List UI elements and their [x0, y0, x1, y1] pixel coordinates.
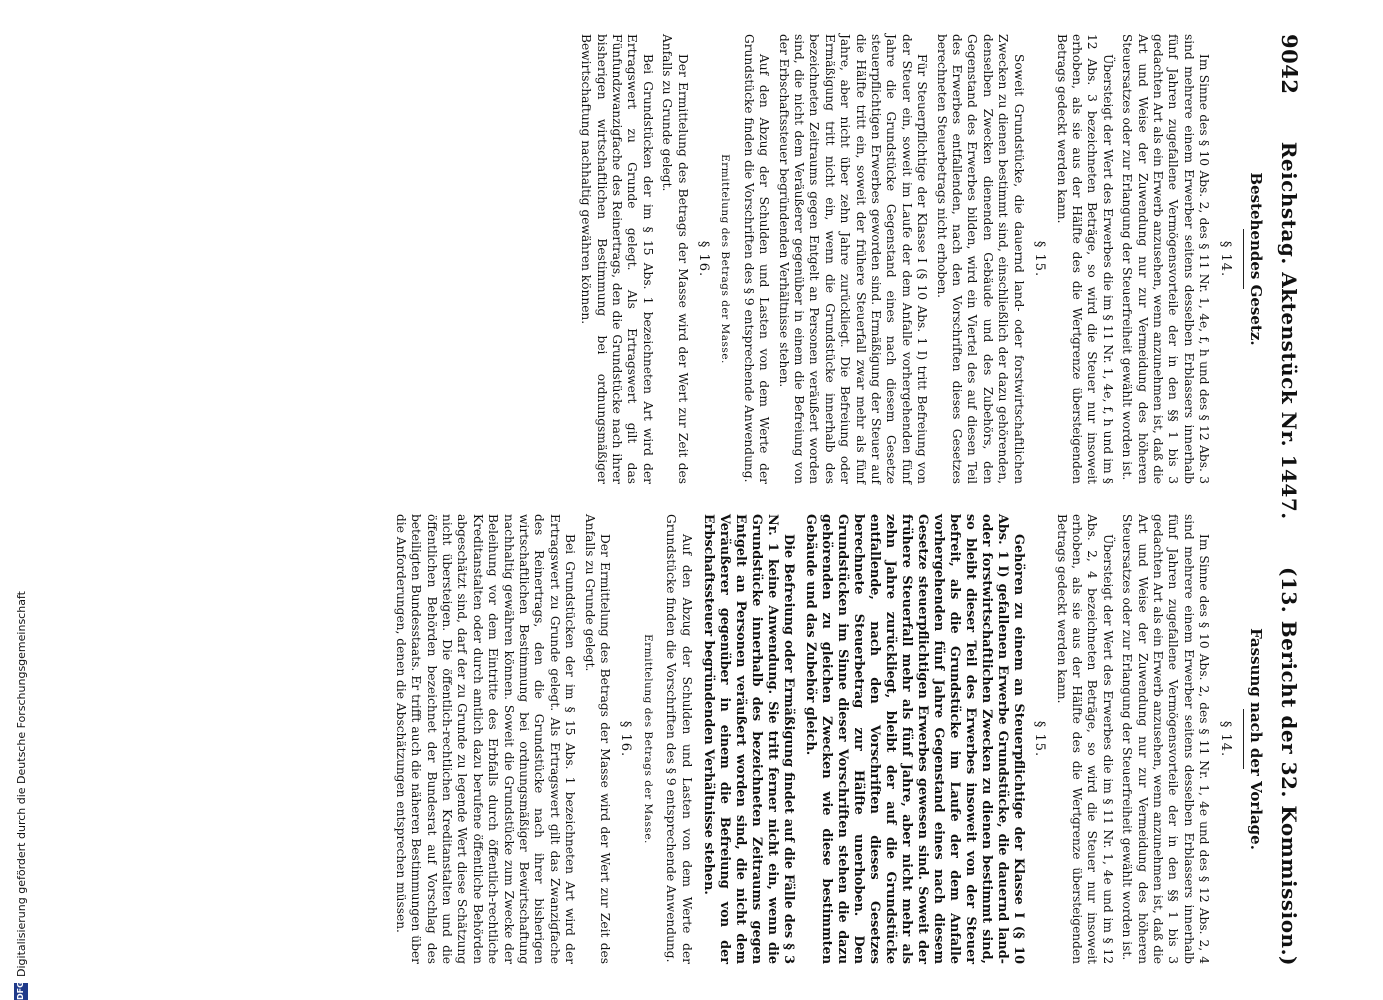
dfg-logo-icon: DFG [14, 983, 28, 1000]
heading-rule [1243, 229, 1244, 289]
left-column [388, 34, 1263, 484]
section-14-paragraph-1: Im Sinne des § 10 Abs. 2, des § 11 Nr. 1, 4e, f, h und des § 12 Abs. 3 sind mehrere einem Erwerber seitens desselben Erblassers innerhalb fünf Jahren zugefallene Vermögensvorteile der in den §§ 1 bis 3 gedachten Art als ein Erwerb anzusehen, wenn anzunehmen ist, daß die Art und Weise der Zuwendung nur zur Vermeidung des höheren Steuersatzes oder zur Erlangung der Steuerfreiheit gewählt worden ist. [1120, 34, 1212, 484]
section-15-paragraph-3: Auf den Abzug der Schulden und Lasten von dem Werte der Grundstücke finden die Vorschriften des § 9 entsprechende Anwendung. [664, 514, 694, 964]
section-16-subheading: Ermittelung des Betrags der Masse. [719, 154, 732, 364]
section-14-label: § 14. [1217, 720, 1233, 758]
section-15-paragraph-1: Gehören zu einem an Steuerpflichtige der Klasse I (§ 10 Abs. 1 I) gefallenen Erwerbe Grundstücke, die dauernd land- oder forstwirtschaftlichen Zwecken zu dienen bestimmt sind, so bleibt dieser Teil des Erwerbes insoweit von der Steuer befreit, als die Grundstücke im Laufe der dem Anfalle vorhergehenden fünf Jahre Gegenstand eines nach diesem Gesetze steuerpflichtigen Erwerbes gewesen sind. Soweit der frühere Steuerfall mehr als fünf Jahre, aber nicht mehr als zehn Jahre zurückliegt, bleibt der auf die Grundstücke entfallende, nach den Vorschriften dieses Gesetzes berechnete Steuerbetrag zur Hälfte unerhoben. Den Grundstücken im Sinne dieser Vorschriften stehen die dazu gehörenden zu gleichen Zwecken wie diese bestimmten Gebäude und das Zubehör gleich. [802, 514, 1026, 964]
section-15-label: § 15. [1032, 720, 1048, 758]
section-15-label: § 15. [1032, 240, 1048, 278]
section-16-paragraph-1: Der Ermittelung des Betrags der Masse wird der Wert zur Zeit des Anfalls zu Grunde gelegt. [582, 514, 613, 964]
credit-text: Digitalisierung gefördert durch die Deutsche Forschungsgemeinschaft [14, 591, 28, 977]
section-16-label: § 16. [696, 240, 711, 278]
left-column-heading: Bestehendes Gesetz. [1247, 172, 1265, 346]
heading-rule [1243, 709, 1244, 769]
page-title: Reichstag. Aktenstück Nr. 1447. [1277, 141, 1301, 520]
section-16-subheading: Ermittelung des Betrags der Masse. [641, 634, 654, 844]
digitization-credit [10, 0, 32, 1000]
section-15-paragraph-3: Auf den Abzug der Schulden und Lasten von dem Werte der Grundstücke finden die Vorschriften des § 9 entsprechende Anwendung. [741, 34, 772, 484]
two-column-body [388, 34, 1263, 966]
section-16-paragraph-2: Bei Grundstücken der im § 15 Abs. 1 bezeichneten Art wird der Ertragswert zu Grunde gelegt. Als Ertragswert gilt das Fünfundzwanzigfache des Reinertrags, den die Grundstücke nach ihrer bisherigen wirtschaftlichen Bestimmung bei ordnungsmäßiger Bewirtschaftung nachhaltig gewähren können. [579, 34, 655, 484]
section-16-paragraph-1: Der Ermittelung des Betrags der Masse wird der Wert zur Zeit des Anfalls zu Grunde gelegt. [660, 34, 690, 484]
section-16-label: § 16. [618, 720, 634, 758]
section-15-paragraph-2: Die Befreiung oder Ermäßigung findet auf die Fälle des § 3 Nr. 1 keine Anwendung. Sie tritt ferner nicht ein, wenn die Grundstücke innerhalb des bezeichneten Zeitraums gegen Entgelt an Personen veräußert worden sind, die nicht dem Veräußerer gegenüber in einem die Befreiung von der Erbschaftssteuer begründenden Verhältnisse stehen. [700, 514, 796, 964]
right-column-heading: Fassung nach der Vorlage. [1247, 628, 1265, 850]
section-14-paragraph-2: Übersteigt der Wert des Erwerbes die im § 11 Nr. 1, 4e, f, h und im § 12 Abs. 3 bezeichneten Beträge, so wird die Steuer nur insoweit erhoben, als sie aus der Hälfte des die Wertgrenze übersteigenden Betrags gedeckt werden kann. [1054, 34, 1115, 484]
section-15-paragraph-2: Für Steuerpflichtige der Klasse I (§ 10 Abs. 1 I) tritt Befreiung von der Steuer ein, soweit im Laufe der dem Anfalle vorhergehenden fünf Jahre die Grundstücke Gegenstand eines nach diesem Gesetze steuerpflichtigen Erwerbes geworden sind. Ermäßigung der Steuer auf die Hälfte tritt ein, soweit der frühere Steuerfall zwar mehr als fünf Jahre, aber nicht über zehn Jahre zurückliegt. Die Befreiung oder Ermäßigung tritt nicht ein, wenn die Grundstücke innerhalb des bezeichneten Zeitraums gegen Entgelt an Personen veräußert worden sind, die nicht dem Veräußerer gegenüber in einem die Befreiung von der Erbschaftssteuer begründenden Verhältnisse stehen. [776, 34, 930, 484]
section-16-paragraph-2: Bei Grundstücken der im § 15 Abs. 1 bezeichneten Art wird der Ertragswert zu Grunde gelegt. Als Ertragswert gilt das Zwanzigfache des Reinertrags, den die Grundstücke nach ihrer bisherigen wirtschaftlichen Bestimmung bei ordnungsmäßiger Bewirtschaftung nachhaltig gewähren können. Soweit die Grundstücke zum Zwecke der Beleihung vor dem Eintritte des Erbfalls durch öffentlich-rechtliche Kreditanstalten oder durch amtlich dazu berufene öffentliche Behörden abgeschätzt sind, darf der zu Grunde zu legende Wert diese Schätzung nicht übersteigen. Die öffentlich-rechtlichen Kreditanstalten und die öffentlichen Behörden bezeichnet der Bundesrat auf Vorschlag des beteiligten Bundesstaats. Er trifft auch die näheren Bestimmungen über die Anforderungen, denen die Abschätzungen entsprechen müssen. [393, 514, 578, 964]
running-head [1277, 34, 1302, 966]
right-column [388, 514, 1263, 964]
section-15-paragraph-1: Soweit Grundstücke, die dauernd land- oder forstwirtschaftlichen Zwecken zu dienen bestimmt sind, einschließlich der dazu gehörenden, denselben Zwecken dienenden Gebäude und des Zubehörs, den Gegenstand des Erwerbes bilden, wird ein Viertel des auf diesen Teil des Erwerbes entfallenden, nach den Vorschriften dieses Gesetzes berechneten Steuerbetrags nicht erhoben. [934, 34, 1026, 484]
section-14-paragraph-1: Im Sinne des § 10 Abs. 2, des § 11 Nr. 1, 4e und des § 12 Abs. 2, 4 sind mehrere einem Erwerber seitens desselben Erblassers innerhalb fünf Jahren zugefallene Vermögensvorteile der in den §§ 1 bis 3 gedachten Art als ein Erwerb anzusehen, wenn anzunehmen ist, daß die Art und Weise der Zuwendung nur zur Vermeidung des höheren Steuersatzes oder zur Erlangung der Steuerfreiheit gewählt worden ist. [1120, 514, 1212, 964]
section-14-label: § 14. [1217, 240, 1233, 278]
page-subtitle: (13. Bericht der 32. Kommission.) [1277, 567, 1301, 966]
section-14-paragraph-2: Übersteigt der Wert des Erwerbes die im § 11 Nr. 1, 4e und im § 12 Abs. 2, 4 bezeichneten Beträge, so wird die Steuer nur insoweit erhoben, als sie aus der Hälfte des die Wertgrenze übersteigenden Betrags gedeckt werden kann. [1054, 514, 1115, 964]
page-number: 9042 [1277, 34, 1302, 95]
